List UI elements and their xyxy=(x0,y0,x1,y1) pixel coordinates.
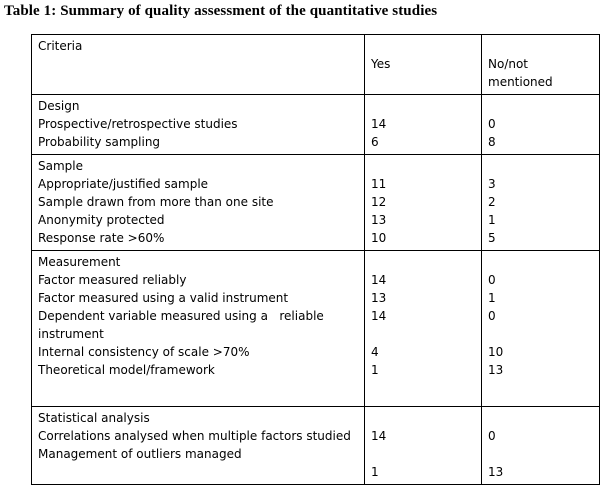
measurement-no-cell xyxy=(482,251,600,407)
design-criteria-cell xyxy=(32,95,365,155)
no-value: 10 xyxy=(488,345,504,359)
section-title: Sample xyxy=(38,159,83,173)
no-value: 0 xyxy=(488,429,496,443)
no-value: 1 xyxy=(488,213,496,227)
section-title: Measurement xyxy=(38,255,121,269)
yes-value: 14 xyxy=(371,429,387,443)
yes-value: 12 xyxy=(371,195,387,209)
yes-value: 13 xyxy=(371,291,387,305)
criterion-label: Management of outliers managed xyxy=(38,447,242,461)
no-value: 1 xyxy=(488,291,496,305)
yes-value: 10 xyxy=(371,231,387,245)
section-sample xyxy=(32,155,600,251)
criterion-label: Appropriate/justified sample xyxy=(38,177,209,191)
criterion-label: Response rate >60% xyxy=(38,231,165,245)
criterion-label: Factor measured using a valid instrument xyxy=(38,291,289,305)
measurement-criteria-cell xyxy=(32,251,365,407)
criterion-label: Correlations analysed when multiple factors studied xyxy=(38,429,351,443)
yes-value: 1 xyxy=(371,465,379,479)
section-measurement xyxy=(32,251,600,407)
design-no-cell xyxy=(482,95,600,155)
section-title: Design xyxy=(38,99,80,113)
no-value: 0 xyxy=(488,273,496,287)
measurement-yes-cell xyxy=(365,251,482,407)
statistical-criteria-cell xyxy=(32,407,365,485)
table-caption: Table 1: Summary of quality assessment of the quantitative studies xyxy=(4,3,438,19)
yes-value: 14 xyxy=(371,273,387,287)
yes-value: 4 xyxy=(371,345,379,359)
criterion-label: Dependent variable measured using a reliable xyxy=(38,309,324,323)
no-value: 3 xyxy=(488,177,496,191)
header-criteria: Criteria xyxy=(32,35,365,95)
header-row xyxy=(32,35,600,95)
header-no: No/not mentioned xyxy=(482,35,600,95)
no-value: 0 xyxy=(488,309,496,323)
yes-value: 6 xyxy=(371,135,379,149)
criterion-label: Internal consistency of scale >70% xyxy=(38,345,250,359)
criterion-label: Sample drawn from more than one site xyxy=(38,195,274,209)
statistical-no-cell xyxy=(482,407,600,485)
yes-value: 11 xyxy=(371,177,387,191)
criterion-label: Anonymity protected xyxy=(38,213,165,227)
no-value: 13 xyxy=(488,465,504,479)
design-yes-cell xyxy=(365,95,482,155)
sample-criteria-cell xyxy=(32,155,365,251)
section-title: Statistical analysis xyxy=(38,411,150,425)
sample-yes-cell xyxy=(365,155,482,251)
section-design xyxy=(32,95,600,155)
no-value: 5 xyxy=(488,231,496,245)
criterion-label: Factor measured reliably xyxy=(38,273,187,287)
no-value: 0 xyxy=(488,117,496,131)
yes-value: 14 xyxy=(371,309,387,323)
no-value: 8 xyxy=(488,135,496,149)
no-value: 13 xyxy=(488,363,504,377)
yes-value: 1 xyxy=(371,363,379,377)
no-value: 2 xyxy=(488,195,496,209)
sample-no-cell xyxy=(482,155,600,251)
statistical-yes-cell xyxy=(365,407,482,485)
criterion-label: Theoretical model/framework xyxy=(38,363,215,377)
section-statistical-analysis xyxy=(32,407,600,485)
yes-value: 14 xyxy=(371,117,387,131)
criterion-label-continued: instrument xyxy=(38,327,104,341)
criterion-label: Probability sampling xyxy=(38,135,161,149)
yes-value: 13 xyxy=(371,213,387,227)
header-yes: Yes xyxy=(365,35,482,95)
criterion-label: Prospective/retrospective studies xyxy=(38,117,238,131)
quality-assessment-table xyxy=(31,34,600,485)
